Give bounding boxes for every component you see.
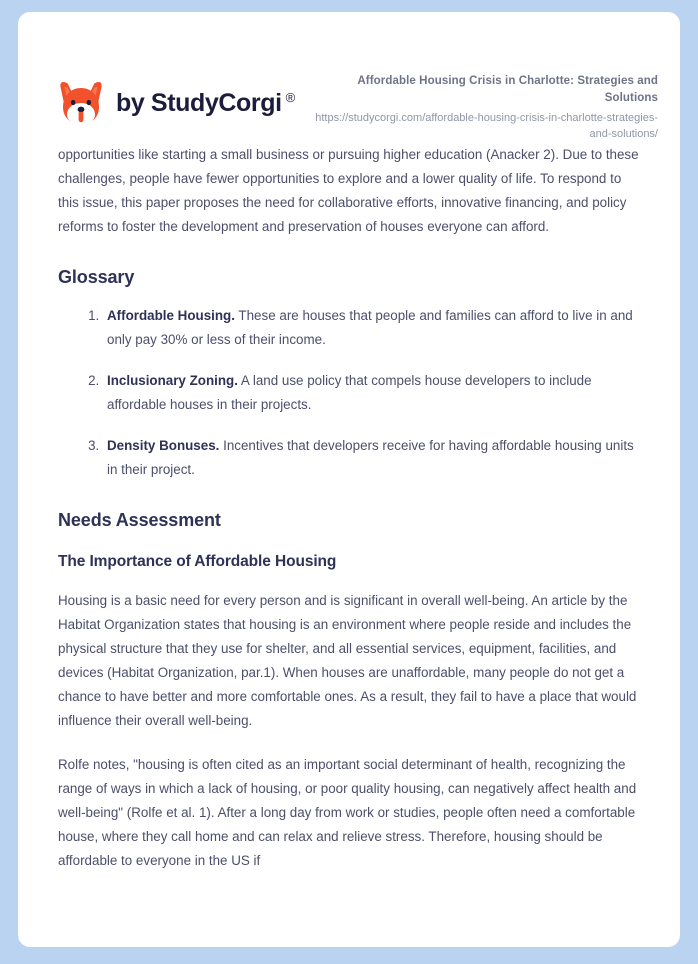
glossary-term: Inclusionary Zoning. xyxy=(107,373,238,389)
glossary-list xyxy=(58,304,640,482)
document-body xyxy=(18,143,680,873)
brand-wordmark xyxy=(116,89,295,118)
housing-paragraph: Housing is a basic need for every person and is significant in overall well-being. An article by the Habitat Organization states that housing is an environment where people reside and includes the physical structure that they use for shelter, and all essential services, equipment, facilities, and devices (Habitat Organization, par.1). When houses are unaffordable, many people do not get a chance to have better and more comfortable ones. As a result, they fail to have a place that would influence their overall well-being. xyxy=(58,593,637,729)
glossary-term: Density Bonuses. xyxy=(107,438,220,454)
list-item xyxy=(103,369,640,417)
glossary-definition: A land use policy that compels house developers to include affordable houses in their projects. xyxy=(107,373,592,413)
glossary-term: Affordable Housing. xyxy=(107,308,235,324)
document-header xyxy=(18,12,680,143)
corgi-face-icon xyxy=(58,79,104,127)
importance-heading: The Importance of Affordable Housing xyxy=(58,553,337,571)
glossary-definition: Incentives that developers receive for having affordable housing units in their project. xyxy=(107,438,634,478)
brand-name: by StudyCorgi xyxy=(116,88,282,117)
intro-paragraph: opportunities like starting a small business or pursuing higher education (Anacker 2). Due to these challenges, people have fewer opportunities to explore and a lower quality of life. To respond to this issue, this paper proposes the need for collaborative efforts, innovative financing, and policy reforms to foster the development and preservation of houses everyone can afford. xyxy=(58,147,639,235)
brand-logo[interactable] xyxy=(58,67,295,127)
registered-trademark-icon: ® xyxy=(285,89,295,105)
page-title: Affordable Housing Crisis in Charlotte: Strategies and Solutions xyxy=(357,75,658,104)
header-meta xyxy=(313,67,658,143)
rolfe-paragraph: Rolfe notes, "housing is often cited as an important social determinant of health, recognizing the range of ways in which a lack of housing, or poor quality housing, can negatively affect health and well-being" (Rolfe et al. 1). After a long day from work or studies, people often need a comfortable house, where they call home and can relax and relieve stress. Therefore, housing should be affordable to everyone in the US if xyxy=(58,757,637,869)
list-item xyxy=(103,304,640,352)
source-url[interactable]: https://studycorgi.com/affordable-housing-crisis-in-charlotte-strategies-and-solutions/ xyxy=(315,112,658,141)
glossary-definition: These are houses that people and families can afford to live in and only pay 30% or less of their income. xyxy=(107,308,633,348)
glossary-heading: Glossary xyxy=(58,267,135,288)
document-page-card xyxy=(18,12,680,947)
list-item xyxy=(103,434,640,482)
needs-assessment-heading: Needs Assessment xyxy=(58,510,221,531)
